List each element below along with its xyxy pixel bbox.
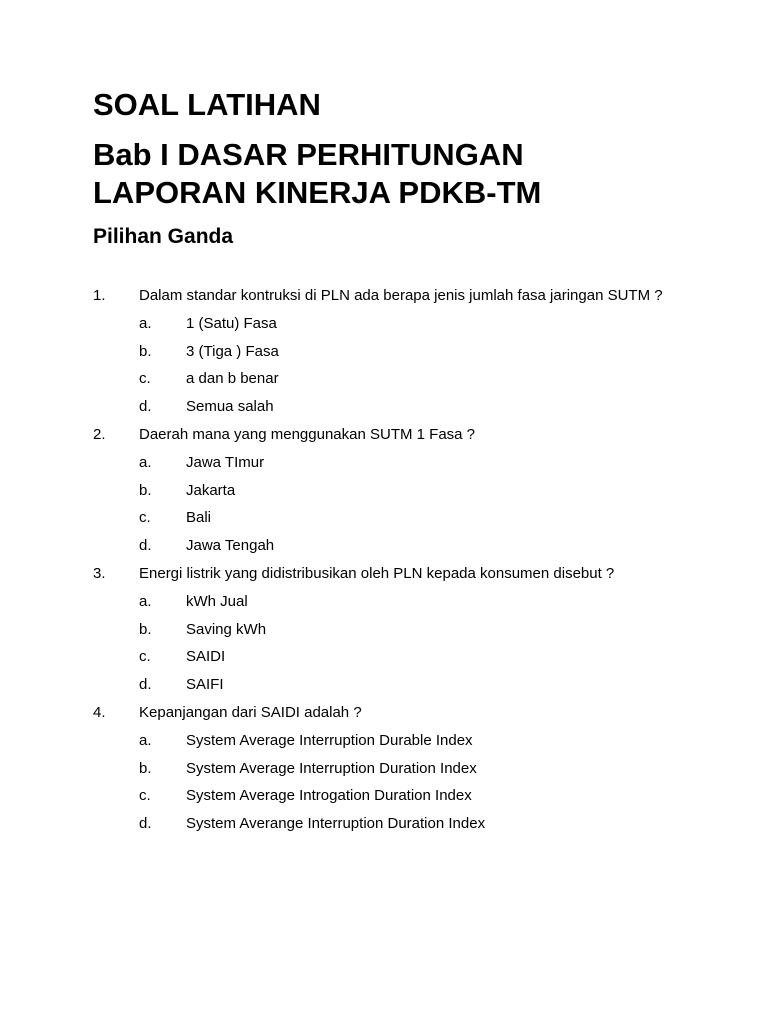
option-text: Semua salah bbox=[186, 398, 274, 416]
option-letter: d. bbox=[139, 815, 152, 833]
chapter-title bbox=[93, 136, 541, 212]
option-text: a dan b benar bbox=[186, 370, 279, 388]
question-2-option-a bbox=[93, 449, 733, 477]
chapter-title-line-1: Bab I DASAR PERHITUNGAN bbox=[93, 137, 524, 172]
option-text: Bali bbox=[186, 509, 212, 527]
option-letter: a. bbox=[139, 731, 152, 749]
option-letter: a. bbox=[139, 314, 152, 332]
option-letter: c. bbox=[139, 787, 151, 805]
question-3-option-d bbox=[93, 671, 733, 699]
question-4-option-b bbox=[93, 755, 733, 783]
option-letter: c. bbox=[139, 370, 151, 388]
question-4 bbox=[93, 699, 733, 727]
question-3-option-c bbox=[93, 643, 733, 671]
option-text: kWh Jual bbox=[186, 592, 248, 610]
option-letter: c. bbox=[139, 509, 151, 527]
option-letter: b. bbox=[139, 342, 152, 360]
option-text: System Average Introgation Duration Index bbox=[186, 787, 472, 805]
section-title: Pilihan Ganda bbox=[93, 225, 234, 248]
option-text: Jawa TImur bbox=[186, 453, 265, 471]
option-text: Jawa Tengah bbox=[186, 537, 275, 555]
question-4-option-d bbox=[93, 810, 733, 838]
question-4-option-a bbox=[93, 727, 733, 755]
option-letter: a. bbox=[139, 453, 152, 471]
question-text: Energi listrik yang didistribusikan oleh PLN kepada konsumen disebut ? bbox=[139, 564, 615, 582]
option-letter: b. bbox=[139, 481, 152, 499]
option-letter: c. bbox=[139, 648, 151, 666]
question-1-option-a bbox=[93, 310, 733, 338]
option-text: System Average Interruption Duration Index bbox=[186, 759, 477, 777]
chapter-title-line-2: LAPORAN KINERJA PDKB-TM bbox=[93, 175, 542, 210]
question-number: 1. bbox=[93, 287, 106, 304]
question-1-option-d bbox=[93, 393, 733, 421]
question-text: Daerah mana yang menggunakan SUTM 1 Fasa ? bbox=[139, 425, 476, 443]
option-letter: d. bbox=[139, 537, 152, 555]
option-text: Saving kWh bbox=[186, 620, 267, 638]
option-text: System Averange Interruption Duration Index bbox=[186, 815, 486, 833]
question-text: Kepanjangan dari SAIDI adalah ? bbox=[139, 703, 362, 721]
option-letter: d. bbox=[139, 398, 152, 416]
option-letter: a. bbox=[139, 592, 152, 610]
question-3 bbox=[93, 560, 733, 588]
question-number: 4. bbox=[93, 703, 106, 721]
question-1 bbox=[93, 282, 733, 310]
option-text: 3 (Tiga ) Fasa bbox=[186, 342, 279, 360]
question-1-option-c bbox=[93, 365, 733, 393]
document-title: SOAL LATIHAN bbox=[93, 87, 321, 122]
question-number: 2. bbox=[93, 425, 106, 443]
option-text: 1 (Satu) Fasa bbox=[186, 314, 277, 332]
question-3-option-b bbox=[93, 616, 733, 644]
question-1-option-b bbox=[93, 338, 733, 366]
option-text: SAIDI bbox=[186, 648, 226, 666]
question-2 bbox=[93, 421, 733, 449]
option-letter: b. bbox=[139, 759, 152, 777]
option-text: SAIFI bbox=[186, 676, 224, 694]
question-3-option-a bbox=[93, 588, 733, 616]
question-2-option-d bbox=[93, 532, 733, 560]
question-4-option-c bbox=[93, 782, 733, 810]
option-text: Jakarta bbox=[186, 481, 236, 499]
question-number: 3. bbox=[93, 564, 106, 582]
question-list bbox=[93, 282, 733, 838]
question-2-option-b bbox=[93, 477, 733, 505]
option-text: System Average Interruption Durable Index bbox=[186, 731, 473, 749]
option-letter: d. bbox=[139, 676, 152, 694]
question-text: Dalam standar kontruksi di PLN ada berapa jenis jumlah fasa jaringan SUTM ? bbox=[139, 287, 663, 304]
option-letter: b. bbox=[139, 620, 152, 638]
question-2-option-c bbox=[93, 504, 733, 532]
